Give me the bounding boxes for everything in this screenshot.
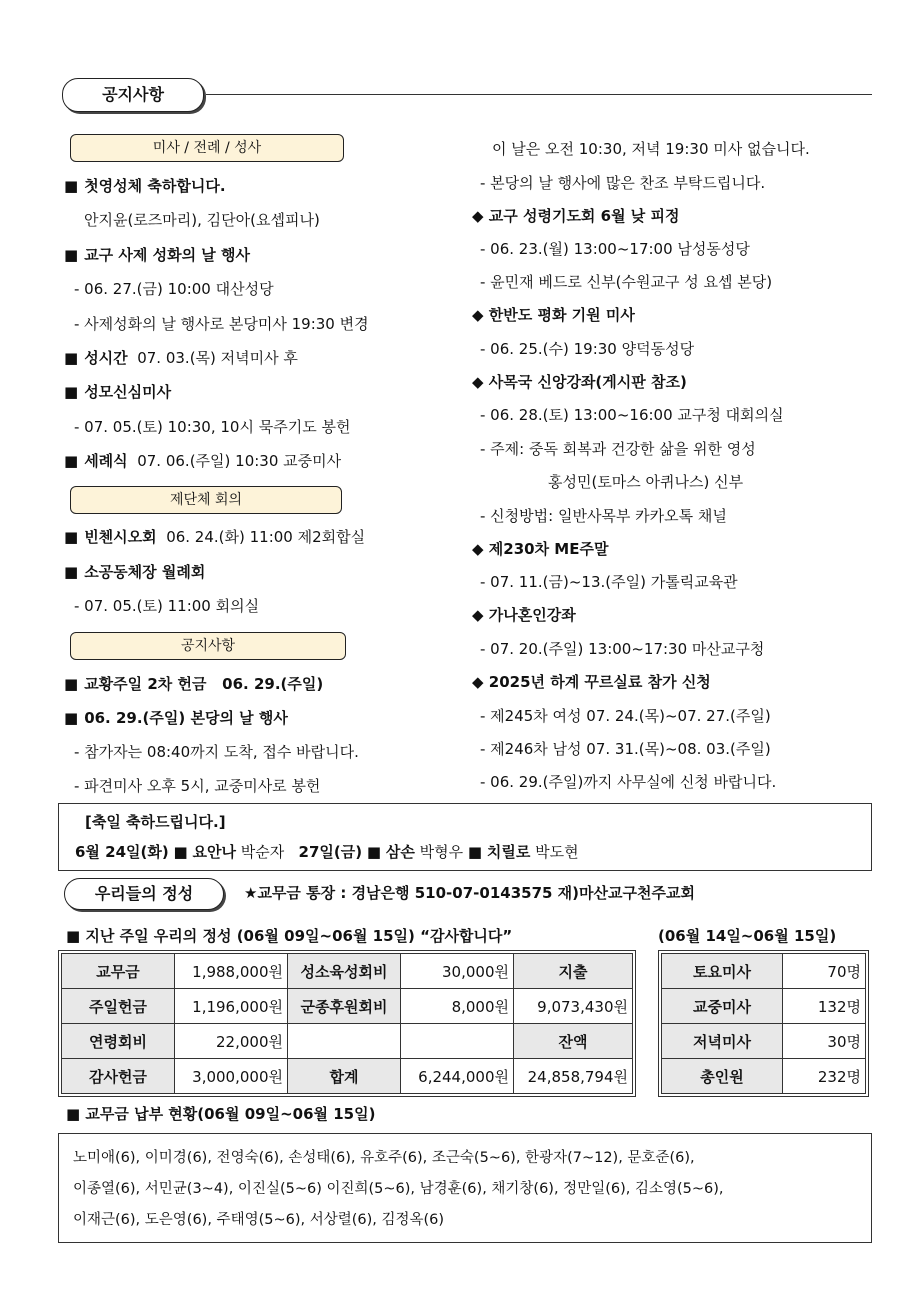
- pay-line: 노미애(6), 이미경(6), 전영숙(6), 손성태(6), 유호주(6), 조근숙(5~6), 한광자(7~12), 문호준(6),: [73, 1150, 695, 1166]
- section-notice: 공지사항: [70, 632, 346, 660]
- cell: 교중미사: [662, 989, 783, 1024]
- list-item: - 06. 23.(월) 13:00~17:00 남성동성당: [480, 240, 750, 258]
- list-item: ◆ 사목국 신앙강좌(게시판 참조): [472, 373, 687, 391]
- list-item: - 참가자는 08:40까지 도착, 접수 바랍니다.: [74, 743, 359, 761]
- cell: 합계: [288, 1059, 401, 1094]
- cell: 22,000원: [175, 1024, 288, 1059]
- header-rule: [206, 94, 872, 95]
- cell: 교무금: [62, 954, 175, 989]
- list-item: - 07. 05.(토) 10:30, 10시 묵주기도 봉헌: [74, 418, 351, 436]
- list-item: - 06. 27.(금) 10:00 대산성당: [74, 280, 274, 298]
- list-item: ■ 소공동체장 월례회: [64, 563, 206, 581]
- list-item: - 07. 11.(금)~13.(주일) 가톨릭교육관: [480, 573, 738, 591]
- list-item: - 06. 28.(토) 13:00~16:00 교구청 대회의실: [480, 406, 784, 424]
- cell: 총인원: [662, 1059, 783, 1094]
- cell: 토요미사: [662, 954, 783, 989]
- cell: 30명: [783, 1024, 866, 1059]
- list-item: - 제246차 남성 07. 31.(목)~08. 03.(주일): [480, 740, 771, 758]
- week-title: ■ 지난 주일 우리의 정성 (06월 09일~06월 15일) “감사합니다”: [66, 927, 513, 945]
- list-item: - 제245차 여성 07. 24.(목)~07. 27.(주일): [480, 707, 771, 725]
- list-item: ◆ 제230차 ME주말: [472, 540, 609, 558]
- cell: 1,988,000원: [175, 954, 288, 989]
- cell: 132명: [783, 989, 866, 1024]
- attendance-table-wrap: [658, 950, 869, 1097]
- cell: 1,196,000원: [175, 989, 288, 1024]
- cell: 지출: [514, 954, 633, 989]
- cell: 30,000원: [401, 954, 514, 989]
- list-item: - 사제성화의 날 행사로 본당미사 19:30 변경: [74, 315, 369, 333]
- cell: 감사헌금: [62, 1059, 175, 1094]
- feast-line: 6월 24일(화) ■ 요안나 박순자 27일(금) ■ 삼손 박형우 ■ 치릴로 박도현: [75, 843, 579, 861]
- list-item: ■ 06. 29.(주일) 본당의 날 행사: [64, 709, 288, 727]
- list-item: - 신청방법: 일반사목부 카카오톡 채널: [480, 507, 727, 525]
- list-item: - 06. 25.(수) 19:30 양덕동성당: [480, 340, 695, 358]
- list-item: ■ 성시간 07. 03.(목) 저녁미사 후: [64, 349, 298, 367]
- table-row: [62, 989, 633, 1024]
- list-item: ■ 빈첸시오회 06. 24.(화) 11:00 제2회합실: [64, 528, 366, 546]
- cell: [401, 1024, 514, 1059]
- list-item: ■ 교구 사제 성화의 날 행사: [64, 246, 250, 264]
- offering-pill: 우리들의 정성: [64, 878, 224, 910]
- list-item: 이 날은 오전 10:30, 저녁 19:30 미사 없습니다.: [492, 140, 810, 158]
- cell: 주일헌금: [62, 989, 175, 1024]
- list-item: - 윤민재 베드로 신부(수원교구 성 요셉 본당): [480, 273, 773, 291]
- cell: 8,000원: [401, 989, 514, 1024]
- feast-box: [58, 803, 872, 871]
- cell: 6,244,000원: [401, 1059, 514, 1094]
- cell: 24,858,794원: [514, 1059, 633, 1094]
- list-item: - 주제: 중독 회복과 건강한 삶을 위한 영성: [480, 440, 756, 458]
- section-liturgy: 미사 / 전례 / 성사: [70, 134, 344, 162]
- cell: 232명: [783, 1059, 866, 1094]
- list-item: - 07. 05.(토) 11:00 회의실: [74, 597, 260, 615]
- offering-table-wrap: [58, 950, 636, 1097]
- table-row: [662, 954, 866, 989]
- list-item: ■ 교황주일 2차 헌금 06. 29.(주일): [64, 675, 324, 693]
- table-row: [662, 1024, 866, 1059]
- list-item: ■ 세례식 07. 06.(주일) 10:30 교중미사: [64, 452, 342, 470]
- feast-title: [축일 축하드립니다.]: [85, 813, 226, 831]
- list-item: - 06. 29.(주일)까지 사무실에 신청 바랍니다.: [480, 773, 777, 791]
- list-item: ■ 성모신심미사: [64, 383, 172, 401]
- attendance-title: (06월 14일~06월 15일): [658, 927, 837, 945]
- cell: 연령회비: [62, 1024, 175, 1059]
- pay-line: 이종열(6), 서민균(3~4), 이진실(5~6) 이진희(5~6), 남경훈(6), 채기창(6), 정만일(6), 김소영(5~6),: [73, 1181, 724, 1197]
- offering-table: [61, 953, 633, 1094]
- page-title: 공지사항: [62, 78, 204, 112]
- pay-box: [58, 1133, 872, 1243]
- list-item: - 07. 20.(주일) 13:00~17:30 마산교구청: [480, 640, 765, 658]
- list-item: ◆ 2025년 하계 꾸르실료 참가 신청: [472, 673, 711, 691]
- pay-title: ■ 교무금 납부 현황(06월 09일~06월 15일): [66, 1105, 376, 1123]
- table-row: [662, 1059, 866, 1094]
- cell: 70명: [783, 954, 866, 989]
- cell: 3,000,000원: [175, 1059, 288, 1094]
- cell: 군종후원회비: [288, 989, 401, 1024]
- list-item: 안지윤(로즈마리), 김단아(요셉피나): [84, 211, 320, 229]
- list-item: - 본당의 날 행사에 많은 찬조 부탁드립니다.: [480, 174, 766, 192]
- table-row: [662, 989, 866, 1024]
- list-item: ◆ 교구 성령기도회 6월 낮 피정: [472, 207, 680, 225]
- list-item: - 파견미사 오후 5시, 교중미사로 봉헌: [74, 777, 321, 795]
- cell: [288, 1024, 401, 1059]
- pay-line: 이재근(6), 도은영(6), 주태영(5~6), 서상렬(6), 김정옥(6): [73, 1212, 445, 1228]
- cell: 저녁미사: [662, 1024, 783, 1059]
- table-row: [62, 954, 633, 989]
- section-meetings: 제단체 회의: [70, 486, 342, 514]
- cell: 성소육성회비: [288, 954, 401, 989]
- list-item: ◆ 가나혼인강좌: [472, 606, 576, 624]
- list-item: ◆ 한반도 평화 기원 미사: [472, 306, 635, 324]
- table-row: [62, 1024, 633, 1059]
- table-row: [62, 1059, 633, 1094]
- list-item: ■ 첫영성체 축하합니다.: [64, 177, 226, 195]
- cell: 잔액: [514, 1024, 633, 1059]
- list-item: 홍성민(토마스 아퀴나스) 신부: [548, 473, 744, 491]
- cell: 9,073,430원: [514, 989, 633, 1024]
- account-info: ★교무금 통장 : 경남은행 510-07-0143575 재)마산교구천주교회: [244, 884, 695, 902]
- attendance-table: [661, 953, 866, 1094]
